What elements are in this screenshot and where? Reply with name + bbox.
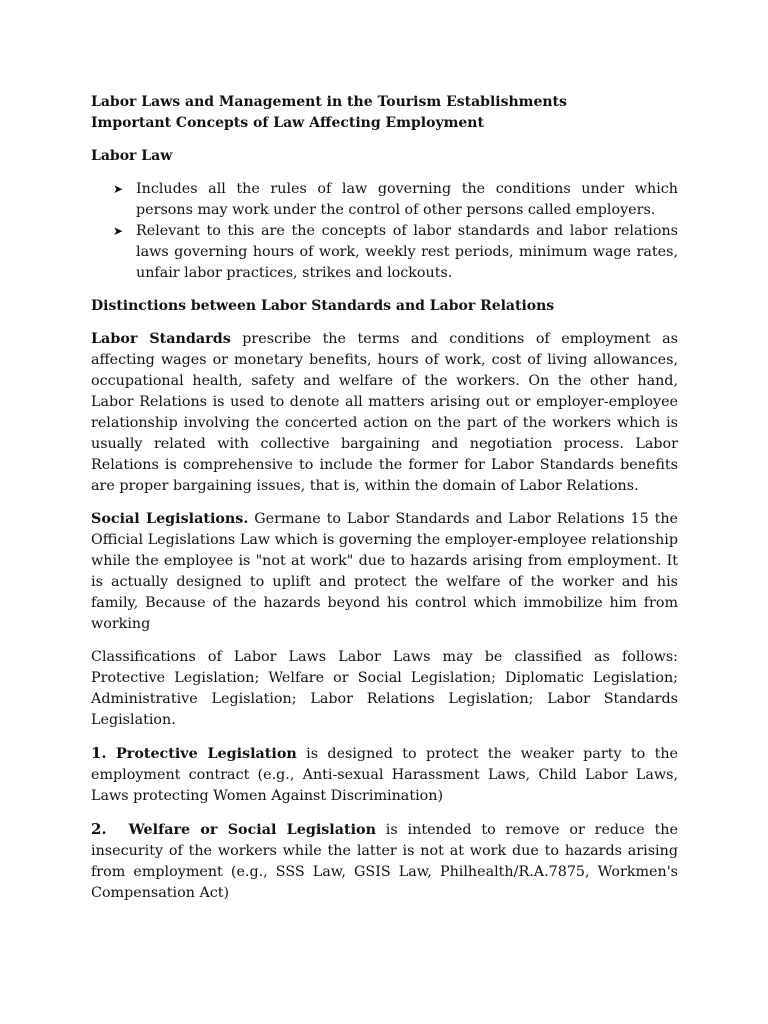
- labor-standards-lead: Labor Standards: [91, 331, 231, 347]
- protective-legislation-body: is designed to protect the weaker party to the employment contract (e.g., Anti-sexual Harassment Laws, Child Labor Laws, Laws protecting Women Against Discrimination): [91, 746, 678, 804]
- bullet-text: Relevant to this are the concepts of labor standards and labor relations laws governing hours of work, weekly rest periods, minimum wage rates, unfair labor practices, strikes and lockouts.: [136, 223, 678, 281]
- document-title-line-2: Important Concepts of Law Affecting Employment: [91, 115, 484, 131]
- list-item: [91, 179, 678, 221]
- labor-standards-body: prescribe the terms and conditions of employment as affecting wages or monetary benefits, hours of work, cost of living allowances, occupational health, safety and welfare of the workers. On the other hand, Labor Relations is used to denote all matters arising out or employer-employee relationship involving the concerted action on the part of the workers which is usually related with collective bargaining and negotiation process. Labor Relations is comprehensive to include the former for Labor Standards benefits are proper bargaining issues, that is, within the domain of Labor Relations.: [91, 331, 678, 494]
- labor-standards-paragraph: [91, 329, 678, 497]
- labor-law-heading: Labor Law: [91, 148, 173, 164]
- protective-legislation-item: [91, 743, 678, 807]
- arrowhead-icon: ➤: [113, 182, 124, 196]
- document-page: [91, 92, 678, 904]
- social-legislations-lead: Social Legislations.: [91, 511, 249, 527]
- welfare-legislation-lead: Welfare or Social Legislation: [128, 822, 376, 838]
- item-number: 1.: [91, 744, 107, 762]
- classifications-paragraph: Classifications of Labor Laws Labor Laws may be classified as follows: Protective Legislation; Welfare or Social Legislation; Diplomatic Legislation; Administrative Legislation; Labor Relations Legislation; Labor Standards Legislation.: [91, 649, 678, 728]
- list-item: [91, 221, 678, 284]
- welfare-legislation-body: is intended to remove or reduce the insecurity of the workers while the latter is not at work due to hazards arising from employment (e.g., SSS Law, GSIS Law, Philhealth/R.A.7875, Workmen's Compensation Act): [91, 822, 678, 901]
- distinctions-heading: Distinctions between Labor Standards and Labor Relations: [91, 298, 555, 314]
- protective-legislation-lead: Protective Legislation: [116, 746, 297, 762]
- bullet-text: Includes all the rules of law governing the conditions under which persons may work under the control of other persons called employers.: [136, 181, 678, 218]
- welfare-legislation-item: [91, 819, 678, 904]
- document-title-line-1: Labor Laws and Management in the Tourism Establishments: [91, 94, 567, 110]
- labor-law-bullet-list: [91, 179, 678, 284]
- item-number: 2.: [91, 820, 107, 838]
- arrowhead-icon: ➤: [113, 224, 124, 238]
- social-legislations-body: Germane to Labor Standards and Labor Relations 15 the Official Legislations Law which is governing the employer-employee relationship while the employee is "not at work" due to hazards arising from employment. It is actually designed to uplift and protect the welfare of the worker and his family, Because of the hazards beyond his control which immobilize him from working: [91, 511, 679, 632]
- social-legislations-paragraph: [91, 509, 678, 635]
